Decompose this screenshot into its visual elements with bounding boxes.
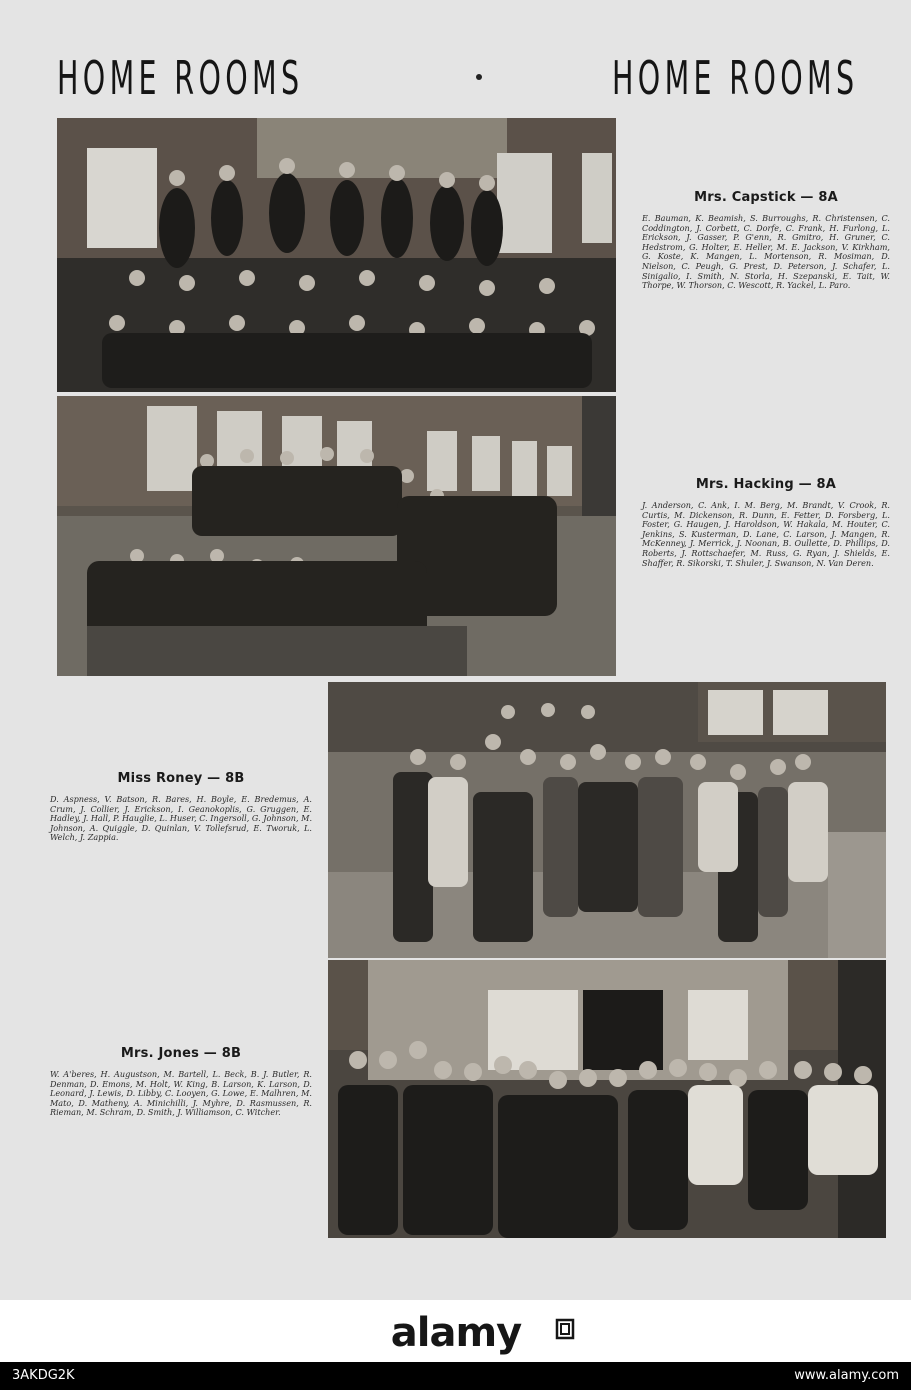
teacher-name: Mrs. Hacking — 8A (695, 477, 837, 492)
homeroom-photo-hacking (57, 396, 616, 676)
homeroom-caption-jones (50, 1046, 312, 1118)
homeroom-photo-jones (328, 960, 886, 1238)
teacher-name: Miss Roney — 8B (117, 771, 245, 786)
image-id: 3AKDG2K (12, 1368, 75, 1383)
page-header-right: HOME ROOMS (612, 51, 859, 105)
homeroom-caption-capstick (642, 190, 890, 291)
source-url: www.alamy.com (794, 1368, 899, 1383)
page-header-left: HOME ROOMS (57, 51, 304, 105)
homeroom-caption-hacking (642, 477, 890, 568)
teacher-name: Mrs. Capstick — 8A (694, 190, 838, 205)
alamy-logo: alamy (390, 1310, 522, 1356)
student-roster: J. Anderson, C. Ank, I. M. Berg, M. Brandt, V. Crook, R. Curtis, M. Dickenson, R. Dunn, E. Fetter, D. Forsberg, L. Foster, G. Haugen, J. Haroldson, W. Hakala, M. Houter, C. Jenkins, S. Kusterman, D. Lane, C. Larson, J. Mangen, R. McKenney, J. Merrick, J. Noonan, B. Oullette, D. Phillips, D. Roberts, J. Rottschaefer, M. Russ, G. Ryan, J. Shields, E. Shaffer, R. Sikorski, T. Shuler, J. Swanson, N. Van Deren. (642, 500, 890, 568)
student-roster: D. Aspness, V. Batson, R. Bares, H. Boyle, E. Bredemus, A. Crum, J. Collier, J. Erickson, I. Geanokoplis, G. Gruggen, E. Hadley, J. Hall, P. Hauglie, L. Huser, C. Ingersoll, G. Johnson, M. Johnson, A. Quiggle, D. Quinlan, V. Tollefsrud, E. Tworuk, L. Welch, J. Zappia. (50, 794, 313, 843)
student-roster: W. A'beres, H. Augustson, M. Bartell, L. Beck, B. J. Butler, R. Denman, D. Emons, M. Holt, W. King, B. Larson, K. Larson, D. Leonard, J. Lewis, D. Libby, C. Looyen, G. Lowe, E. Malhren, M. Mato, D. Matheny, A. Minichilli, J. Myhre, D. Rasmussen, R. Rieman, M. Schram, D. Smith, J. Williamson, C. Witcher. (50, 1069, 312, 1118)
student-roster: E. Bauman, K. Beamish, S. Burroughs, R. Christensen, C. Coddington, J. Corbett, C. Dorfe, C. Frank, H. Furlong, L. Erickson, J. Gasser, P. G'enn, R. Gmitro, H. Gruner, C. Hedstrom, G. Holter, E. Heller, M. E. Jackson, V. Kirkham, G. Koste, K. Mangen, L. Mortenson, R. Mosiman, D. Nielson, C. Peugh, G. Prest, D. Peterson, J. Schafer, L. Sinigalio, I. Smith, N. Storla, H. Szepanski, E. Tait, W. Thorpe, W. Thorson, C. Wescott, R. Yackel, L. Paro. (642, 213, 890, 291)
homeroom-caption-roney (50, 771, 312, 843)
alamy-logo-mark-icon (553, 1317, 577, 1341)
homeroom-photo-roney (328, 682, 886, 958)
header-separator-dot (476, 74, 482, 80)
watermark-footer (0, 1300, 911, 1390)
footer-bar (0, 1362, 911, 1390)
teacher-name: Mrs. Jones — 8B (120, 1046, 242, 1061)
homeroom-photo-capstick (57, 118, 616, 392)
